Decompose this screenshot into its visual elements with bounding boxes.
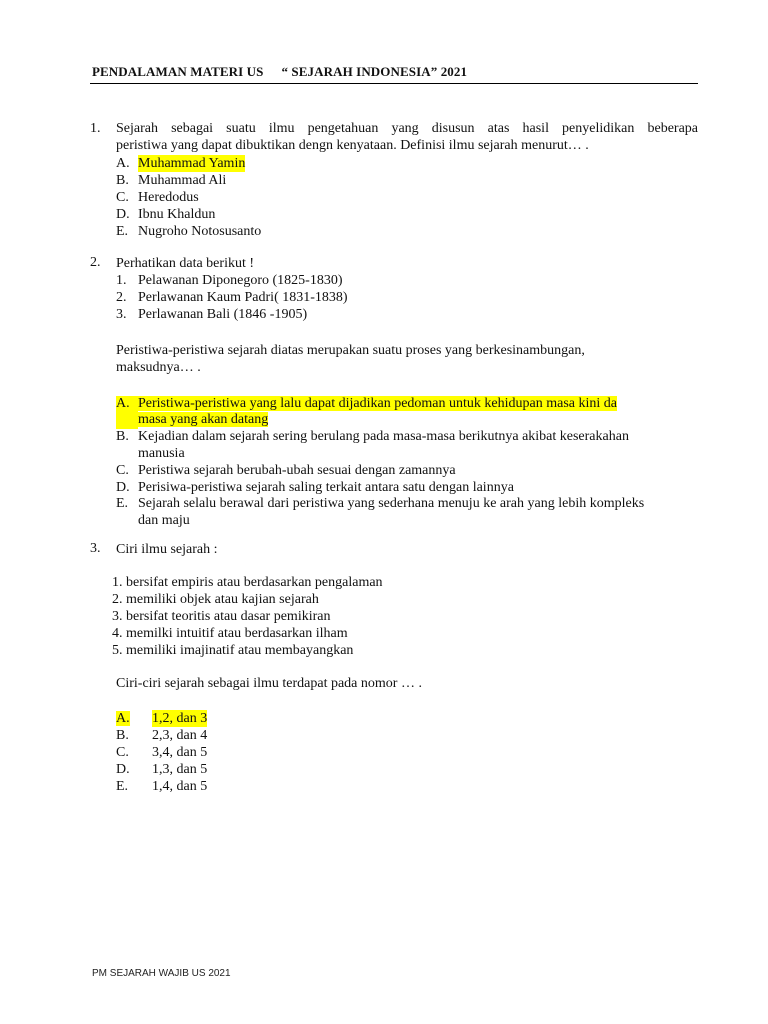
option-text: 3,4, dan 5 <box>152 745 208 760</box>
criteria-item: 4. memilki intuitif atau berdasarkan ilham <box>112 626 348 641</box>
option-label: E. <box>116 779 129 794</box>
option-label: D. <box>116 762 130 777</box>
option-text-cont: manusia <box>138 445 185 461</box>
data-label: 2. <box>116 290 127 305</box>
question-intro: Perhatikan data berikut ! <box>116 256 255 271</box>
option-e <box>116 778 698 795</box>
option-c <box>116 189 698 206</box>
option-text: Sejarah selalu berawal dari peristiwa yang sederhana menuju ke arah yang lebih kompleks <box>138 496 645 512</box>
option-e <box>116 496 698 530</box>
option-text: Peristiwa sejarah berubah-ubah sesuai dengan zamannya <box>138 462 456 478</box>
option-text-cont: dan maju <box>138 513 190 529</box>
option-b <box>116 727 698 744</box>
option-d <box>116 761 698 778</box>
question-number: 2. <box>90 255 101 270</box>
question-2 <box>90 255 698 530</box>
question-number: 1. <box>90 121 101 136</box>
question-text-line1: Sejarah sebagai suatu ilmu pengetahuan yang disusun atas hasil penyelidikan beberapa <box>116 121 698 136</box>
option-label: D. <box>116 206 130 222</box>
option-text: Nugroho Notosusanto <box>138 223 262 239</box>
option-label: B. <box>116 172 129 188</box>
data-label: 3. <box>116 307 127 322</box>
option-label: C. <box>116 745 129 760</box>
option-text: 2,3, dan 4 <box>152 728 208 743</box>
option-text-answer: 1,2, dan 3 <box>152 711 208 726</box>
question-stem <box>116 343 698 377</box>
option-b <box>116 429 698 463</box>
option-c <box>116 463 698 480</box>
option-a <box>116 155 698 172</box>
option-text: Heredodus <box>138 189 199 205</box>
option-label: E. <box>116 223 129 239</box>
option-c <box>116 744 698 761</box>
option-label: C. <box>116 189 129 205</box>
option-label: E. <box>116 496 129 512</box>
question-number: 3. <box>90 541 101 556</box>
option-e <box>116 223 698 240</box>
option-text-answer-cont: masa yang akan datang <box>138 412 269 428</box>
page-footer: PM SEJARAH WAJIB US 2021 <box>92 968 231 979</box>
option-label: B. <box>116 728 129 743</box>
option-text-answer: Muhammad Yamin <box>138 155 246 171</box>
header-title <box>92 64 467 80</box>
criteria-list <box>90 574 698 659</box>
data-item-3 <box>116 306 698 323</box>
criteria-item: 2. memiliki objek atau kajian sejarah <box>112 592 319 607</box>
question-text-line2: peristiwa yang dapat dibuktikan dengn kenyataan. Definisi ilmu sejarah menurut… . <box>116 137 589 153</box>
option-label: B. <box>116 429 129 445</box>
option-label: A. <box>116 711 130 726</box>
question-stem-line1: Peristiwa-peristiwa sejarah diatas merupakan suatu proses yang berkesinambungan, <box>116 343 585 358</box>
question-1 <box>90 121 698 240</box>
header-right: “ SEJARAH INDONESIA” 2021 <box>281 64 468 79</box>
data-text: Perlawanan Bali (1846 -1905) <box>138 307 308 322</box>
option-text: Kejadian dalam sejarah sering berulang pada masa-masa berikutnya akibat keserakahan <box>138 429 629 445</box>
option-a <box>116 396 698 430</box>
question-intro: Ciri ilmu sejarah : <box>116 542 218 557</box>
option-text: Ibnu Khaldun <box>138 206 216 222</box>
data-text: Pelawanan Diponegoro (1825-1830) <box>138 273 343 288</box>
option-d <box>116 206 698 223</box>
option-label: A. <box>116 396 138 430</box>
option-text: 1,4, dan 5 <box>152 779 208 794</box>
question-stem-line2: maksudnya… . <box>116 359 201 375</box>
data-item-2 <box>116 289 698 306</box>
option-text: 1,3, dan 5 <box>152 762 208 777</box>
criteria-item: 5. memiliki imajinatif atau membayangkan <box>112 643 354 658</box>
question-stem: Ciri-ciri sejarah sebagai ilmu terdapat pada nomor … . <box>116 676 422 691</box>
option-text: Perisiwa-peristiwa sejarah saling terkait antara satu dengan lainnya <box>138 479 514 495</box>
data-item-1 <box>116 272 698 289</box>
option-text: Muhammad Ali <box>138 172 227 188</box>
option-a <box>116 710 698 727</box>
criteria-item: 3. bersifat teoritis atau dasar pemikiran <box>112 609 331 624</box>
criteria-item: 1. bersifat empiris atau berdasarkan pengalaman <box>112 575 383 590</box>
option-label: A. <box>116 155 130 171</box>
data-label: 1. <box>116 273 127 288</box>
header-rule <box>90 83 698 84</box>
option-b <box>116 172 698 189</box>
option-d <box>116 480 698 497</box>
option-text-answer: Peristiwa-peristiwa yang lalu dapat dijadikan pedoman untuk kehidupan masa kini da <box>138 395 617 411</box>
option-label: D. <box>116 479 130 495</box>
options-list <box>90 710 698 795</box>
question-3 <box>90 541 698 795</box>
option-label: C. <box>116 462 129 478</box>
data-text: Perlawanan Kaum Padri( 1831-1838) <box>138 290 348 305</box>
header-left: PENDALAMAN MATERI US <box>92 64 264 79</box>
